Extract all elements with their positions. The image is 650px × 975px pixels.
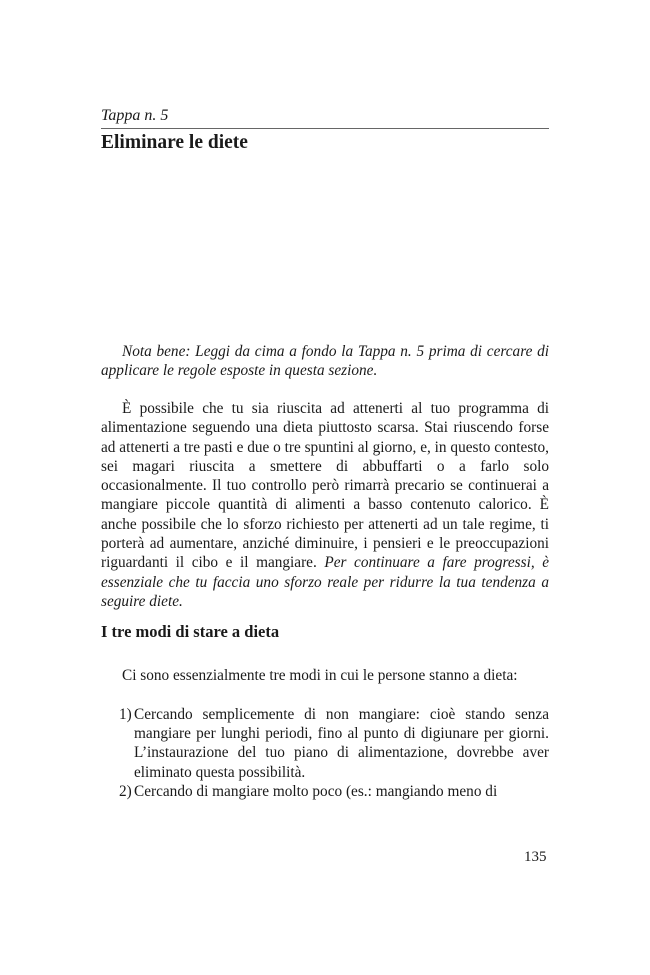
numbered-list: [119, 705, 549, 801]
list-item-number: 1): [119, 706, 132, 723]
body-paragraph: [101, 399, 549, 611]
list-item-number: 2): [119, 782, 132, 800]
list-item-text: Cercando di mangiare molto poco (es.: mangiando meno di: [134, 782, 498, 800]
list-item: [119, 782, 549, 801]
chapter-title: Eliminare le diete: [101, 132, 248, 153]
note-paragraph: Nota bene: Leggi da cima a fondo la Tappa n. 5 prima di cercare di applicare le regole esposte in questa sezione.: [101, 343, 549, 380]
body-paragraph-text: È possibile che tu sia riuscita ad attenerti al tuo programma di alimentazione seguendo una dieta piuttosto scarsa. Stai riuscendo forse ad attenerti a tre pasti e due o tre spuntini al giorno, e, in questo contesto, sei magari riuscita a smettere di abbuffarti o a farlo solo occasionalmente. Il tuo controllo però rimarrà precario se continuerai a mangiare piccole quantità di alimenti a basso contenuto calorico. È anche possibile che lo sforzo richiesto per attenerti ad un tale regime, ti porterà ad aumentare, anziché diminuire, i pensieri e le preoccupazioni riguardanti il cibo e il mangiare.: [101, 400, 549, 572]
chapter-label: Tappa n. 5: [101, 107, 169, 124]
page-number: 135: [524, 849, 547, 865]
body-paragraph-emphasis: Per continuare a fare progressi, è essenziale che tu faccia uno sforzo reale per ridurre la tua tendenza a seguire diete.: [101, 554, 549, 610]
chapter-rule: [101, 128, 549, 129]
list-item: [119, 705, 549, 782]
section-heading: I tre modi di stare a dieta: [101, 622, 280, 641]
list-item-text: Cercando semplicemente di non mangiare: cioè stando senza mangiare per lunghi periodi, fino al punto di digiunare per giorni. L’instaurazione del tuo piano di alimentazione, dovrebbe aver eliminato questa possibilità.: [134, 706, 549, 781]
section-intro: Ci sono essenzialmente tre modi in cui le persone stanno a dieta:: [122, 667, 518, 684]
